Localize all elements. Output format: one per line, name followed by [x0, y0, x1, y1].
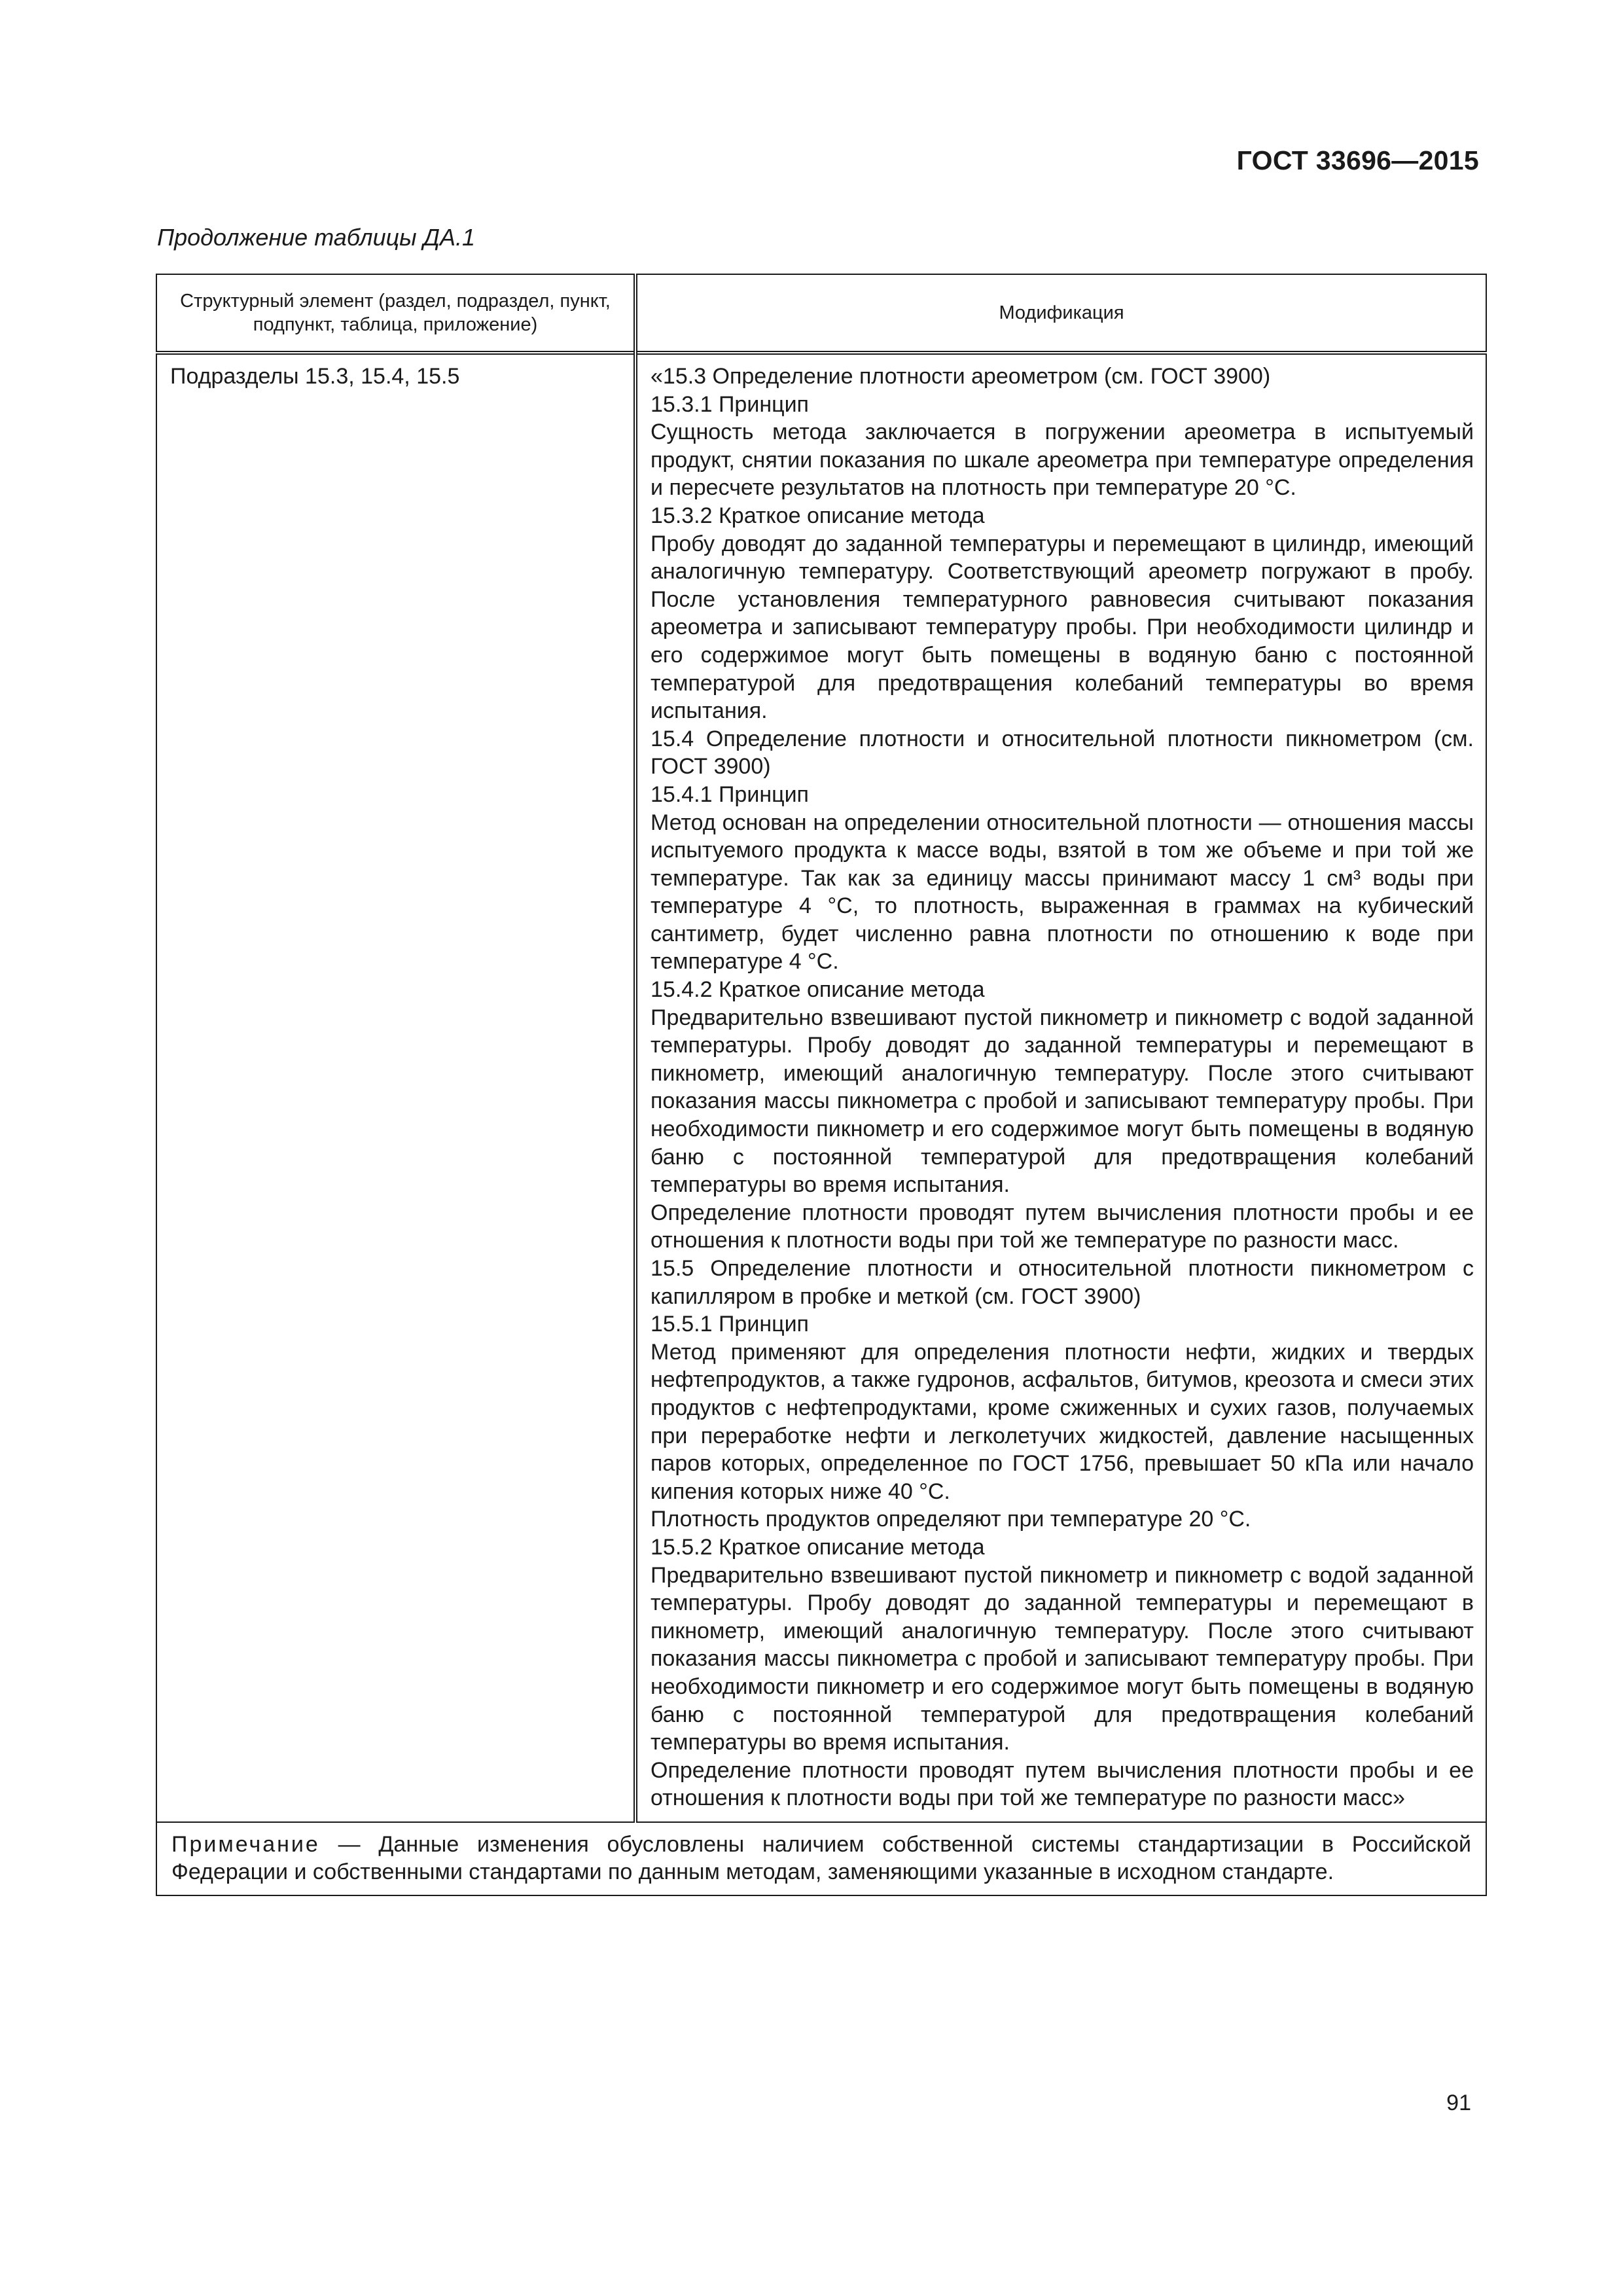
modification-line: 15.5 Определение плотности и относительной плотности пикнометром с капилляром в пробке и меткой (см. ГОСТ 3900) [651, 1256, 1474, 1309]
modification-line: Метод основан на определении относительной плотности — отношения массы испытуемого продукта к массе воды, взятой в том же объеме и при той же температуре. Так как за единицу массы принимают массу 1 см³ воды при температуре 4 °С, то плотность, выраженная в граммах на кубический сантиметр, будет численно равна плотности по отношению к воде при температуре 4 °С. [651, 810, 1474, 975]
modification-line: Плотность продуктов определяют при температуре 20 °С. [651, 1507, 1251, 1532]
column-header-element: Структурный элемент (раздел, подраздел, пункт, подпункт, таблица, приложение) [156, 274, 635, 353]
note-cell [156, 1822, 1486, 1895]
structural-element-cell: Подразделы 15.3, 15.4, 15.5 [156, 353, 635, 1822]
table-row [156, 353, 1486, 1822]
modification-cell [635, 353, 1486, 1822]
modification-line: 15.4.2 Краткое описание метода [651, 977, 985, 1003]
modification-line: 15.3.1 Принцип [651, 391, 809, 417]
standard-code: ГОСТ 33696—2015 [1236, 145, 1479, 175]
column-header-modification: Модификация [635, 274, 1486, 353]
note-text: — Данные изменения обусловлены наличием собственной системы стандартизации в Российской Федерации и собственными стандартами по данным методам, заменяющими указанные в исходном стандарте. [171, 1831, 1471, 1884]
modification-line: 15.4 Определение плотности и относительной плотности пикнометром (см. ГОСТ 3900) [651, 726, 1474, 780]
modification-line: 15.3.2 Краткое описание метода [651, 503, 985, 528]
modification-line: Сущность метода заключается в погружении ареометра в испытуемый продукт, снятии показания по шкале ареометра при температуре определения и пересчете результатов на плотность при температуре 20 °С. [651, 420, 1474, 501]
modification-table [156, 274, 1487, 1896]
modification-line: 15.5.1 Принцип [651, 1312, 809, 1337]
note-label: Примечание [171, 1831, 320, 1857]
modification-line: Определение плотности проводят путем вычисления плотности пробы и ее отношения к плотности воды при той же температуре по разности масс. [651, 1200, 1474, 1253]
modification-line: Предварительно взвешивают пустой пикнометр и пикнометр с водой заданной температуры. Пробу доводят до заданной температуры и перемещают в пикнометр, имеющий аналогичную температуру. После этого считывают показания массы пикнометра с пробой и записывают температуру пробы. При необходимости пикнометр и его содержимое могут быть помещены в водяную баню с постоянной температурой для предотвращения колебаний температуры во время испытания. [651, 1562, 1474, 1755]
page-number: 91 [1446, 2090, 1471, 2115]
modification-line: Определение плотности проводят путем вычисления плотности пробы и ее отношения к плотности воды при той же температуре по разности масс» [651, 1757, 1474, 1811]
modification-line: Метод применяют для определения плотности нефти, жидких и твердых нефтепродуктов, а также гудронов, асфальтов, битумов, креозота и смеси этих продуктов с нефтепродуктами, кроме сжиженных и сухих газов, получаемых при переработке нефти и легколетучих жидкостей, давление насыщенных паров которых, определенное по ГОСТ 1756, превышает 50 кПа или начало кипения которых ниже 40 °С. [651, 1339, 1474, 1504]
modification-line: 15.5.2 Краткое описание метода [651, 1534, 985, 1560]
modification-line: Пробу доводят до заданной температуры и перемещают в цилиндр, имеющий аналогичную температуру. Соответствующий ареометр погружают в пробу. После установления температурного равновесия считывают показания ареометра и записывают температуру пробы. При необходимости цилиндр и его содержимое могут быть помещены в водяную баню с постоянной температурой для предотвращения колебаний температуры во время испытания. [651, 531, 1474, 724]
table-caption: Продолжение таблицы ДА.1 [157, 224, 476, 251]
note-row [156, 1822, 1486, 1895]
modification-line: 15.4.1 Принцип [651, 781, 809, 807]
modification-line: «15.3 Определение плотности ареометром (см. ГОСТ 3900) [651, 364, 1271, 389]
table-header-row [156, 274, 1486, 353]
modification-line: Предварительно взвешивают пустой пикнометр и пикнометр с водой заданной температуры. Пробу доводят до заданной температуры и перемещают в пикнометр, имеющий аналогичную температуру. После этого считывают показания массы пикнометра с пробой и записывают температуру пробы. При необходимости пикнометр и его содержимое могут быть помещены в водяную баню с постоянной температурой для предотвращения колебаний температуры во время испытания. [651, 1005, 1474, 1198]
